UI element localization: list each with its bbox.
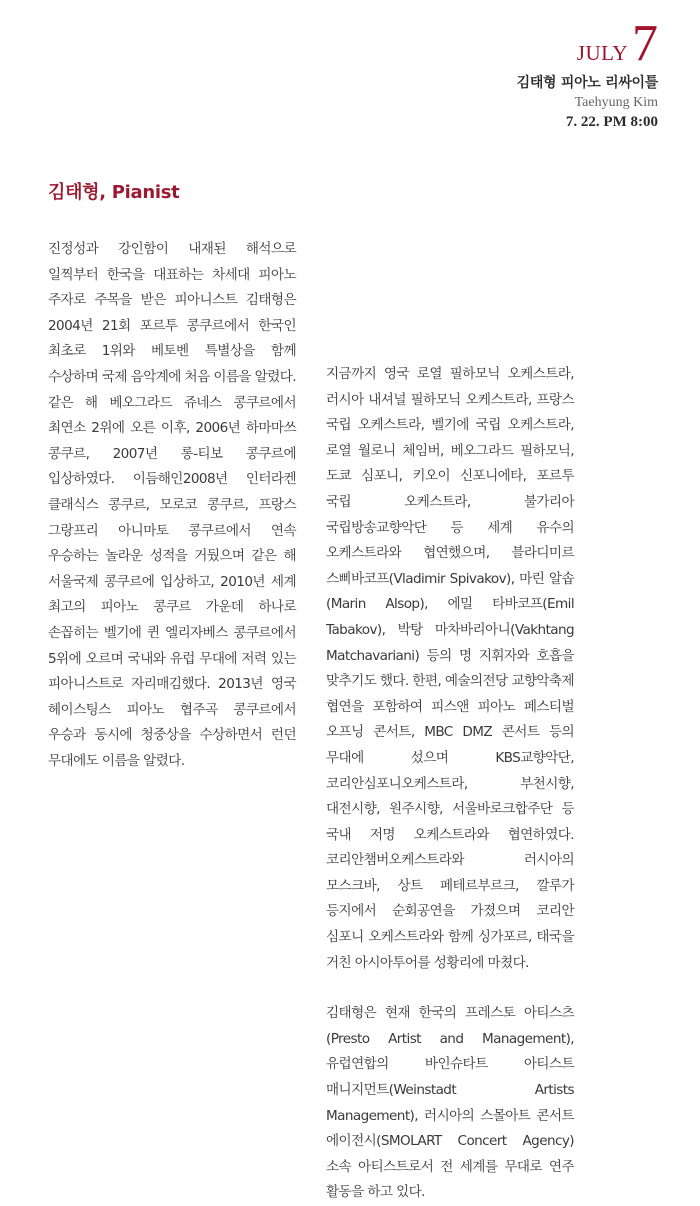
concert-title: 김태형 피아노 리싸이틀 bbox=[516, 75, 658, 91]
biography-paragraph-management: 김태형은 현재 한국의 프레스토 아티스츠(Presto Artist and Management), 유럽연합의 바인슈타트 아티스트 매니지먼트(Weinstadt Artists Management), 러시아의 스몰아트 콘서트 에이전시(SMOLART Concert Agency) 소속 아티스트로서 전 세계를 무대로 연주 활동을 하고 있다. bbox=[326, 1005, 574, 1201]
biography-paragraph-career: 진정성과 강인함이 내재된 해석으로 일찍부터 한국을 대표하는 차세대 피아노 주자로 주목을 받은 피아니스트 김태형은 2004년 21회 포르투 콩쿠르에서 한국인 최초로 1위와 베토벤 특별상을 함께 수상하며 국제 음악계에 처음 이름을 알렸다. 같은 해 베오그라드 쥬네스 콩쿠르에서 최연소 2위에 오른 이후, 2006년 하마마쓰 콩쿠르, 2007년 롱-티보 콩쿠르에 입상하였다. 이듬해인2008년 인터라켄 클래식스 콩쿠르, 모로코 콩쿠르, 프랑스 그랑프리 아니마토 콩쿠르에서 연속 우승하는 놀라운 성적을 거뒀으며 같은 해 서울국제 콩쿠르에 입상하고, 2010년 세계 최고의 피아노 콩쿠르 가운데 하나로 손꼽히는 벨기에 퀸 엘리자베스 콩쿠르에서 5위에 오르며 국내와 유럽 무대에 저력 있는 피아니스트로 자리매김했다. 2013년 영국 헤이스팅스 피아노 협주곡 콩쿠르에서 우승과 동시에 청중상을 수상하면서 런던 무대에도 이름을 알렸다. bbox=[48, 241, 296, 769]
concert-month: JULY bbox=[576, 41, 628, 65]
performer-name-english: Taehyung Kim bbox=[574, 95, 658, 110]
biography-right-column bbox=[326, 362, 574, 1206]
biography-left-column bbox=[48, 237, 296, 774]
concert-header bbox=[516, 15, 658, 131]
biography-paragraph-orchestras: 지금까지 영국 로열 필하모닉 오케스트라, 러시아 내셔널 필하모닉 오케스트라, 프랑스 국립 오케스트라, 벨기에 국립 오케스트라, 로열 월로니 체임버, 베오그라드 필하모닉, 도쿄 심포니, 키오이 신포니에타, 포르투 국립 오케스트라, 불가리아 국립방송교향악단 등 세계 유수의 오케스트라와 협연했으며, 블라디미르 스삐바코프(Vladimir Spivakov), 마린 알솝(Marin Alsop), 에밀 타바코프(Emil Tabakov), 박탕 마차바리아니(Vakhtang Matchavariani) 등의 명 지휘자와 호흡을 맞추기도 했다. 한편, 예술의전당 교향악축제 협연을 포함하여 피스앤 피아노 페스티벌 오프닝 콘서트, MBC DMZ 콘서트 등의 무대에 섰으며 KBS교향악단, 코리안심포니오케스트라, 부천시향, 대전시향, 원주시향, 서울바로크합주단 등 국내 저명 오케스트라와 협연하였다. 코리안챔버오케스트라와 러시아의 모스크바, 상트 페테르부르크, 깔루가 등지에서 순회공연을 가졌으며 코리안 심포니 오케스트라와 함께 싱가포르, 태국을 거친 아시아투어를 성황리에 마쳤다. bbox=[326, 366, 574, 971]
concert-datetime: 7. 22. PM 8:00 bbox=[565, 114, 658, 130]
concert-date-mark bbox=[517, 15, 658, 72]
performer-section-title: 김태형, Pianist bbox=[48, 182, 180, 203]
concert-day: 7 bbox=[632, 15, 658, 72]
